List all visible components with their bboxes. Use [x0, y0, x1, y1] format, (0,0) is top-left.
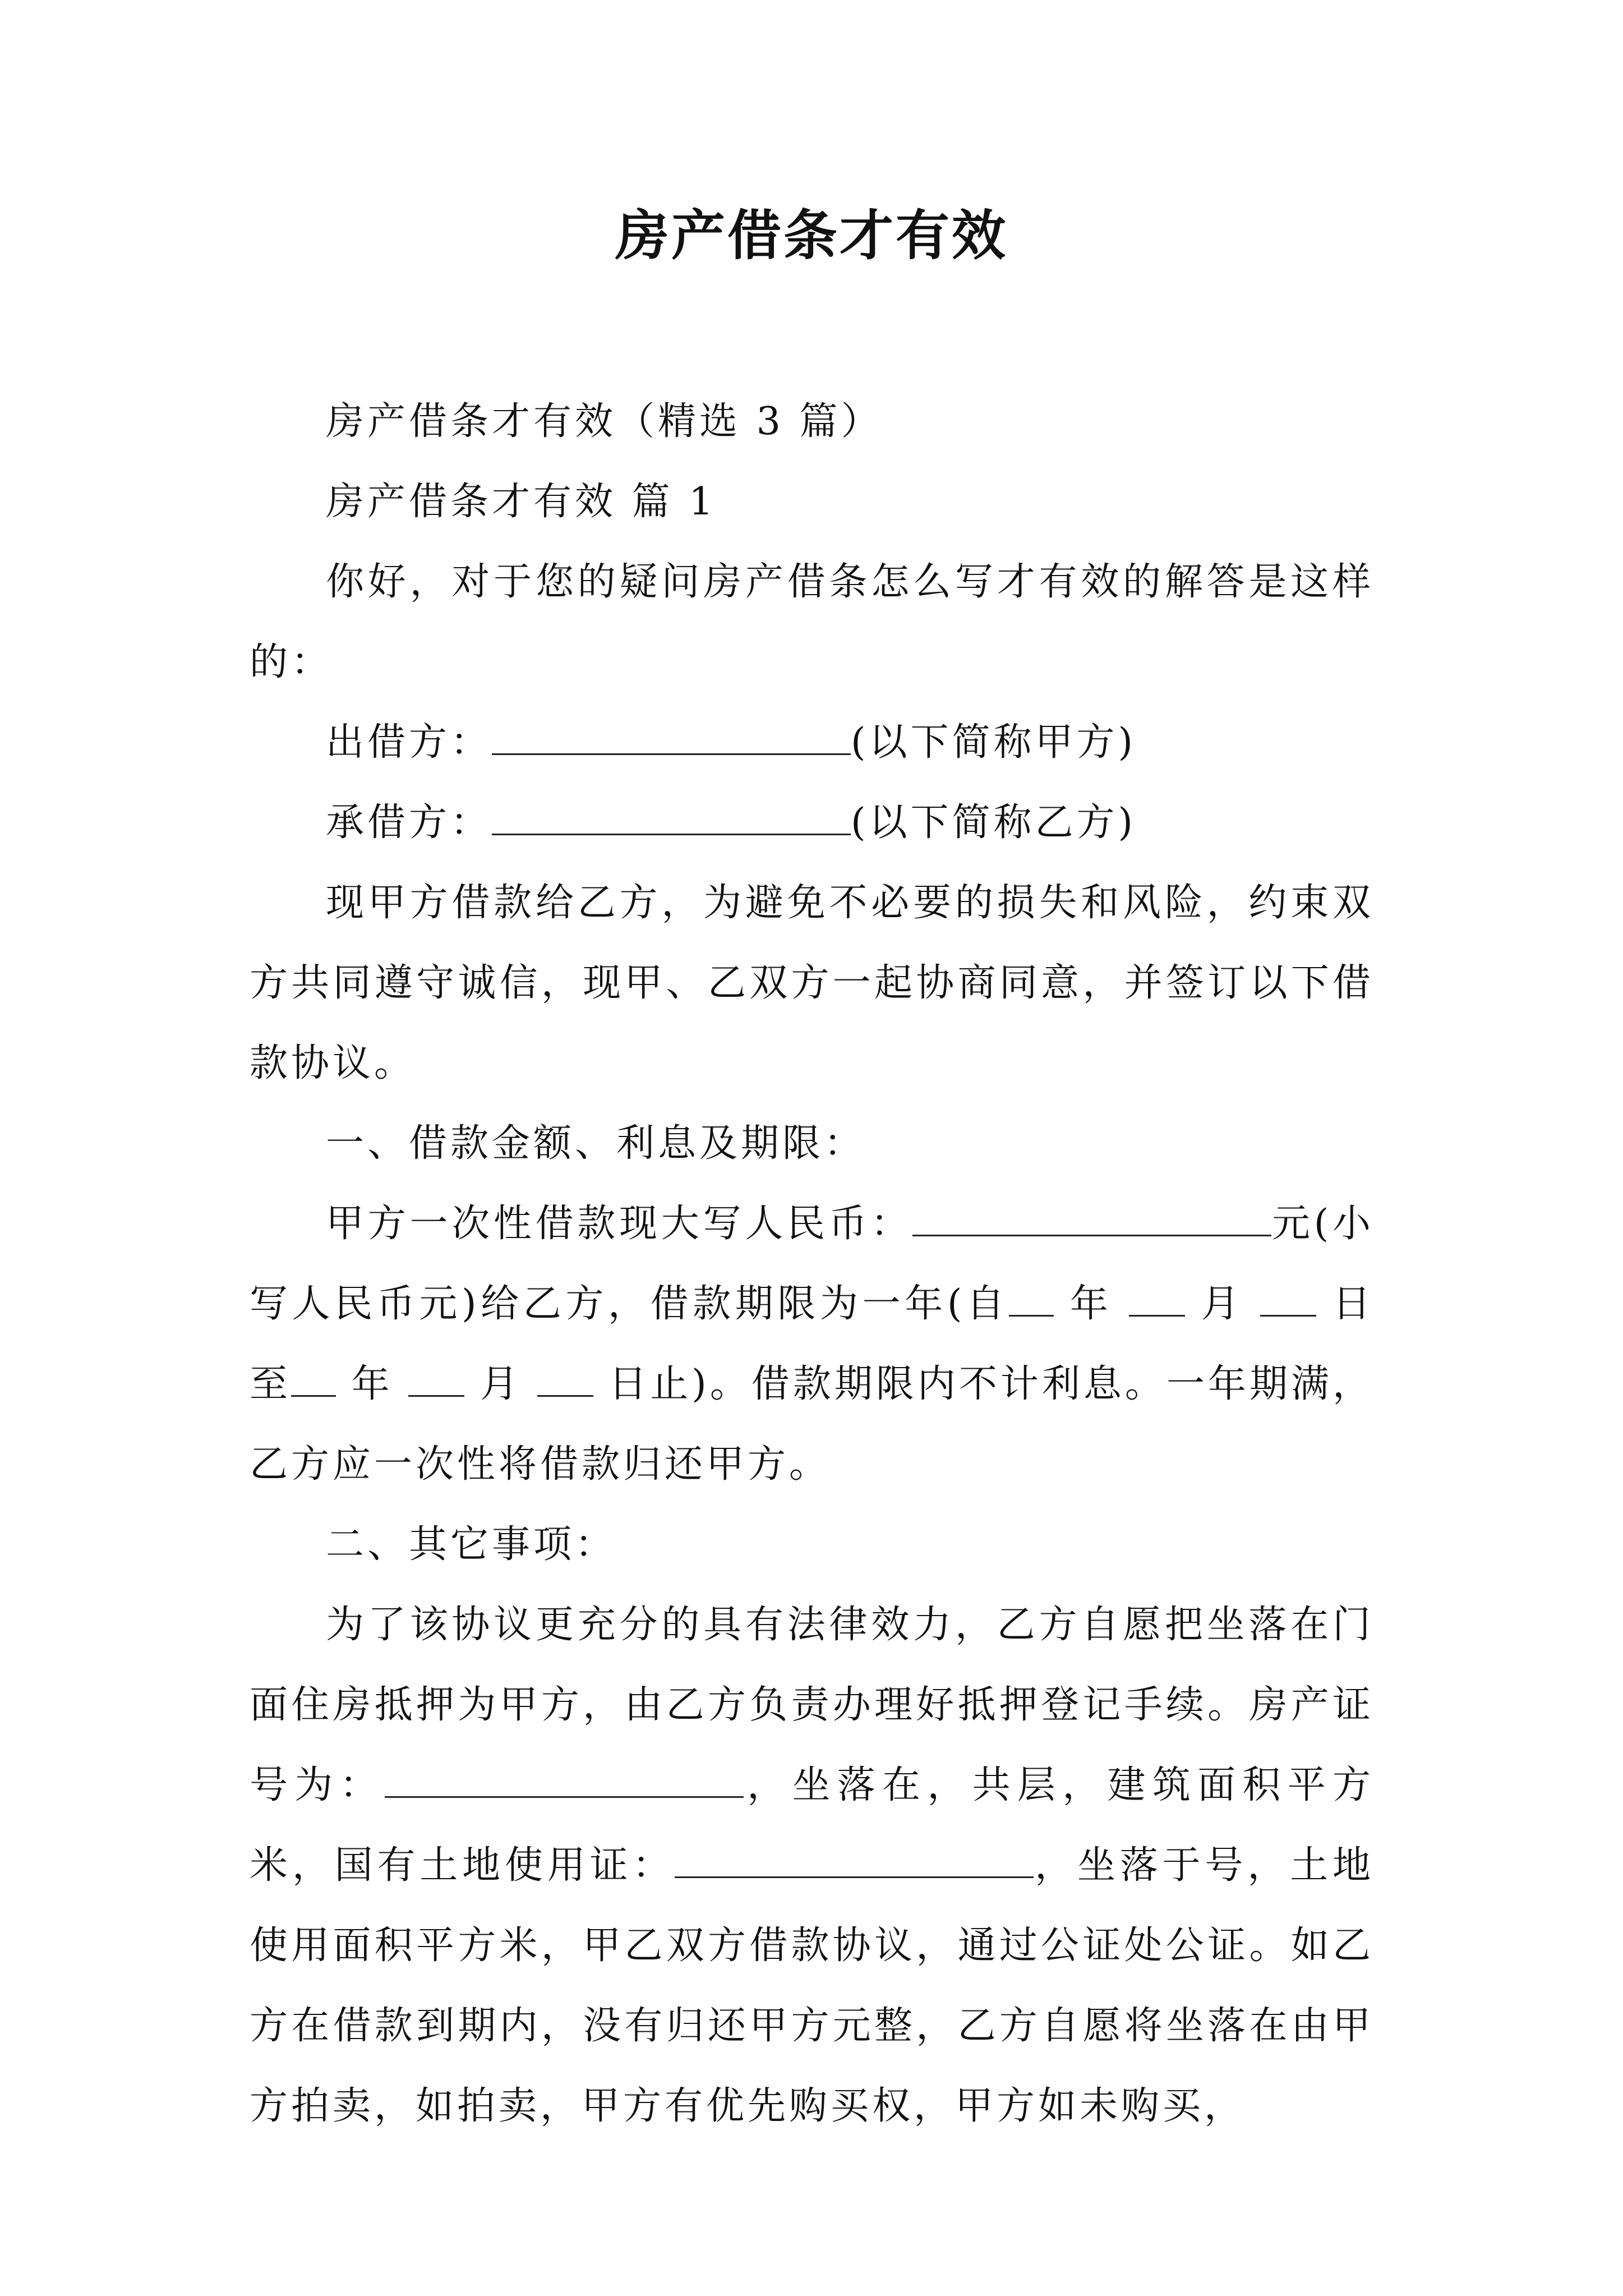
- loan-text-g: 月: [479, 1362, 522, 1406]
- lender-line: [250, 702, 1374, 783]
- mortgage-paragraph: [250, 1585, 1374, 2146]
- intro-line: 房产借条才有效（精选 3 篇）: [326, 399, 883, 444]
- mortgage-text-b: ，坐落在，共层，建筑面积平方米，国有土地使用证：: [250, 1763, 1374, 1888]
- loan-amount-paragraph: [250, 1184, 1374, 1504]
- loan-text-b: 元(小写人民币元)给乙方，借款期限为一年(自: [250, 1202, 1374, 1326]
- land-cert-blank: [675, 1840, 1034, 1878]
- clause-one-heading: 一、借款金额、利息及期限：: [326, 1121, 866, 1166]
- clause-two-heading: 二、其它事项：: [326, 1522, 617, 1567]
- loan-text-h: 日止)。借款期限内不计利息。一年期满，乙方应一次性将借款归还甲方。: [250, 1362, 1374, 1487]
- start-year-blank: [1009, 1278, 1054, 1317]
- property-cert-blank: [385, 1760, 744, 1798]
- end-month-blank: [408, 1359, 464, 1397]
- mortgage-text-c: ，坐落于号，土地使用面积平方米，甲乙双方借款协议，通过公证处公证。如乙方在借款到期内，没有归还甲方元整，乙方自愿将坐落在由甲方拍卖，如拍卖，甲方有优先购买权，甲方如未购买，: [250, 1843, 1374, 2128]
- end-year-blank: [291, 1359, 336, 1397]
- borrower-label: 承借方：: [326, 800, 492, 845]
- document-title: 房产借条才有效: [615, 204, 1008, 267]
- lender-blank: [492, 717, 851, 755]
- start-day-blank: [1260, 1278, 1316, 1317]
- borrower-line: [250, 783, 1374, 863]
- agreement-paragraph: 现甲方借款给乙方，为避免不必要的损失和风险，约束双方共同遵守诚信，现甲、乙双方一起协商同意，并签订以下借款协议。: [250, 881, 1374, 1085]
- lender-label: 出借方：: [326, 720, 492, 765]
- document-body: [250, 381, 1374, 2146]
- end-day-blank: [537, 1359, 593, 1397]
- lender-suffix: (以下简称甲方): [851, 720, 1137, 765]
- section-heading: 房产借条才有效 篇 1: [326, 480, 717, 524]
- greeting-paragraph: 你好，对于您的疑问房产借条怎么写才有效的解答是这样的：: [250, 560, 1374, 684]
- loan-text-e: 日至: [250, 1282, 1374, 1406]
- loan-text-a: 甲方一次性借款现大写人民币：: [326, 1202, 913, 1246]
- borrower-suffix: (以下简称乙方): [851, 800, 1137, 845]
- loan-text-d: 月: [1201, 1282, 1244, 1326]
- loan-text-f: 年: [351, 1362, 393, 1406]
- loan-text-c: 年: [1069, 1282, 1113, 1326]
- amount-blank: [912, 1198, 1271, 1236]
- borrower-blank: [492, 797, 851, 835]
- start-month-blank: [1129, 1278, 1185, 1317]
- mortgage-text-a: 为了该协议更充分的具有法律效力，乙方自愿把坐落在门面住房抵押为甲方，由乙方负责办理好抵押登记手续。房产证号为：: [250, 1603, 1374, 1807]
